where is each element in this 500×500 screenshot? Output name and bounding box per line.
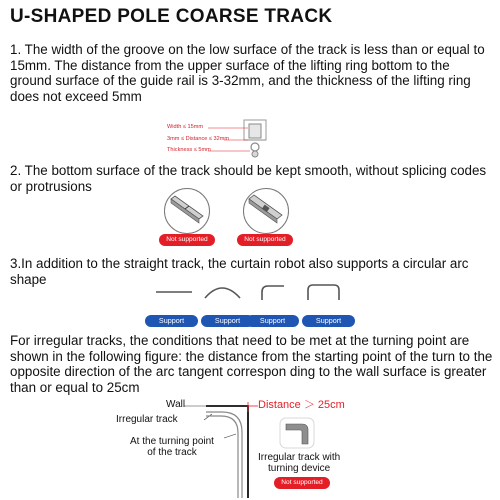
thickness-limit-label: Thickness ≤ 5mm (167, 147, 211, 153)
distance-label: Distance ＞ 25cm (258, 399, 345, 411)
section-4-text: For irregular tracks, the conditions that need to be met at the turning point are shown in the following figure: the distance from the starting point of the turn to the opposite direction of the arc tangent correspon ding to the wall surface is greater than or equal to 25cm (10, 333, 493, 395)
not-supported-badge-2: Not supported (237, 234, 293, 246)
width-limit-label: Width ≤ 15mm (167, 124, 204, 130)
track-shapes-drawing (150, 280, 350, 304)
distance-limit-label: 3mm ≤ Distance ≤ 32mm (167, 136, 230, 142)
turning-device-label: Irregular track with turning device (258, 452, 341, 474)
support-badge-2: Support (201, 315, 254, 327)
support-badge-3: Support (246, 315, 299, 327)
track-protrusion-circle (243, 188, 289, 234)
wall-label: Wall (166, 399, 186, 410)
track-dimension-diagram (160, 118, 280, 160)
irregular-track-label: Irregular track (116, 414, 178, 425)
section-1-text: 1. The width of the groove on the low surface of the track is less than or equal to 15mm. The distance from the upper surface of the lifting ring bottom to the ground surface of the guide rail is 3-32mm, and the thickness of the lifting ring does not exceed 5mm (10, 42, 485, 104)
section-3-text: 3.In addition to the straight track, the curtain robot also supports a circular arc shape (10, 256, 469, 287)
support-badge-4: Support (302, 315, 355, 327)
section-2-text: 2. The bottom surface of the track should be kept smooth, without splicing codes or protrusions (10, 163, 487, 194)
track-protrusion-icon (244, 189, 288, 233)
turning-point-label: At the turning point of the track (130, 436, 214, 458)
not-supported-badge-1: Not supported (159, 234, 215, 246)
support-badge-1: Support (145, 315, 198, 327)
not-supported-badge-3: Not supported (274, 477, 330, 489)
track-splice-circle (164, 188, 210, 234)
arc-track-shape (205, 288, 240, 298)
u-track-shape (308, 285, 339, 300)
corner-track-shape (262, 286, 284, 300)
page-title: U-SHAPED POLE COARSE TRACK (10, 6, 333, 27)
track-splice-icon (165, 189, 209, 233)
